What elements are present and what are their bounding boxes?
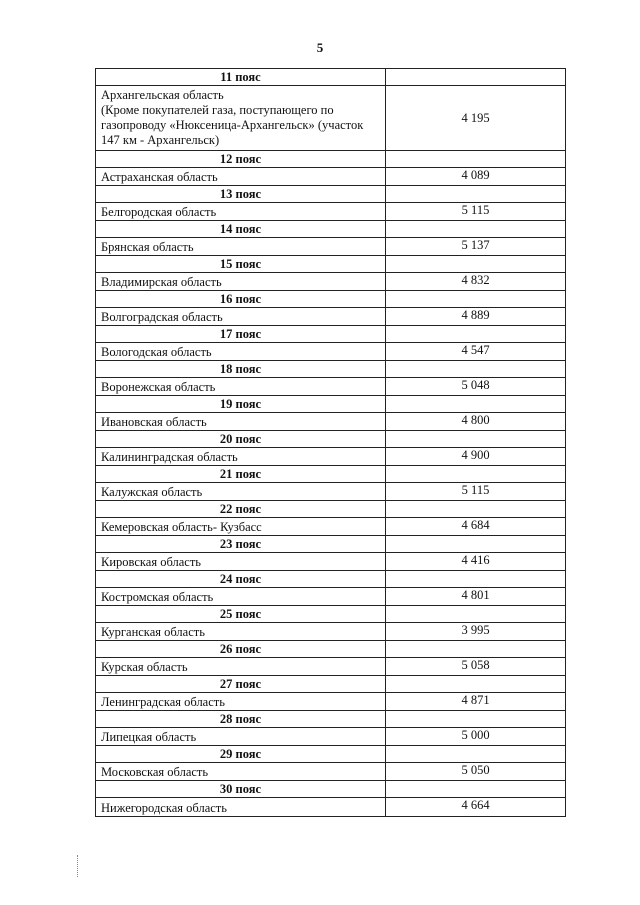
region-row (96, 413, 566, 431)
zone-row (96, 326, 566, 343)
region-row (96, 86, 566, 151)
zone-value-cell (386, 606, 566, 623)
zone-row (96, 396, 566, 413)
zone-label: 22 пояс (96, 501, 386, 518)
region-name-line: Брянская область (101, 240, 194, 254)
zone-row (96, 781, 566, 798)
zone-label: 27 пояс (96, 676, 386, 693)
zone-value-cell (386, 221, 566, 238)
tariff-value: 3 995 (386, 623, 566, 641)
zone-label: 14 пояс (96, 221, 386, 238)
tariff-value: 5 058 (386, 658, 566, 676)
zone-value-cell (386, 291, 566, 308)
region-name-line: Курганская область (101, 625, 205, 639)
zone-label: 19 пояс (96, 396, 386, 413)
tariff-value: 4 900 (386, 448, 566, 466)
tariff-table (95, 68, 566, 817)
region-name (96, 693, 386, 711)
region-name-line: Кировская область (101, 555, 202, 569)
region-name (96, 86, 386, 151)
zone-label: 23 пояс (96, 536, 386, 553)
region-name-line: 147 км - Архангельск) (101, 133, 220, 147)
tariff-value: 4 547 (386, 343, 566, 361)
zone-row (96, 641, 566, 658)
zone-label: 11 пояс (96, 69, 386, 86)
zone-row (96, 536, 566, 553)
zone-row (96, 69, 566, 86)
region-name-line: Нижегородская область (101, 801, 227, 815)
region-row (96, 623, 566, 641)
tariff-value: 4 832 (386, 273, 566, 291)
tariff-value: 4 089 (386, 168, 566, 186)
region-name (96, 378, 386, 396)
zone-row (96, 256, 566, 273)
region-row (96, 308, 566, 326)
region-row (96, 378, 566, 396)
region-name (96, 343, 386, 361)
region-name (96, 798, 386, 817)
region-name-line: Волгоградская область (101, 310, 223, 324)
zone-value-cell (386, 256, 566, 273)
region-row (96, 343, 566, 361)
region-name (96, 448, 386, 466)
zone-value-cell (386, 151, 566, 168)
zone-row (96, 676, 566, 693)
region-row (96, 658, 566, 676)
zone-label: 29 пояс (96, 746, 386, 763)
zone-value-cell (386, 746, 566, 763)
zone-row (96, 291, 566, 308)
region-name (96, 588, 386, 606)
zone-label: 26 пояс (96, 641, 386, 658)
region-name-line: Вологодская область (101, 345, 212, 359)
region-name (96, 168, 386, 186)
zone-row (96, 431, 566, 448)
region-name (96, 483, 386, 501)
region-name-line: Астраханская область (101, 170, 218, 184)
tariff-value: 4 871 (386, 693, 566, 711)
region-row (96, 728, 566, 746)
region-name-line: Архангельская область (101, 88, 224, 102)
region-row (96, 483, 566, 501)
region-name-line: Ивановская область (101, 415, 207, 429)
zone-row (96, 151, 566, 168)
tariff-value: 5 048 (386, 378, 566, 396)
region-row (96, 588, 566, 606)
zone-row (96, 746, 566, 763)
zone-label: 16 пояс (96, 291, 386, 308)
region-name (96, 623, 386, 641)
tariff-value: 4 664 (386, 798, 566, 817)
tariff-table-body (96, 69, 566, 817)
region-row (96, 518, 566, 536)
zone-label: 15 пояс (96, 256, 386, 273)
zone-row (96, 606, 566, 623)
region-name (96, 658, 386, 676)
region-name-line: Белгородская область (101, 205, 217, 219)
region-name-line: Владимирская область (101, 275, 222, 289)
tariff-value: 5 050 (386, 763, 566, 781)
region-name (96, 518, 386, 536)
zone-value-cell (386, 326, 566, 343)
tariff-value: 5 115 (386, 203, 566, 221)
zone-value-cell (386, 186, 566, 203)
region-name (96, 203, 386, 221)
tariff-value: 5 000 (386, 728, 566, 746)
tariff-value: 5 115 (386, 483, 566, 501)
zone-row (96, 221, 566, 238)
zone-value-cell (386, 69, 566, 86)
region-row (96, 693, 566, 711)
region-row (96, 203, 566, 221)
region-name-line: Ленинградская область (101, 695, 225, 709)
margin-mark (77, 855, 80, 877)
zone-row (96, 361, 566, 378)
zone-value-cell (386, 571, 566, 588)
region-name-line: Липецкая область (101, 730, 197, 744)
tariff-value: 5 137 (386, 238, 566, 256)
zone-value-cell (386, 396, 566, 413)
region-name (96, 273, 386, 291)
zone-label: 20 пояс (96, 431, 386, 448)
region-name-line: Костромская область (101, 590, 214, 604)
region-name (96, 308, 386, 326)
tariff-value: 4 889 (386, 308, 566, 326)
zone-value-cell (386, 466, 566, 483)
region-name (96, 413, 386, 431)
zone-row (96, 711, 566, 728)
region-row (96, 763, 566, 781)
zone-row (96, 571, 566, 588)
zone-label: 25 пояс (96, 606, 386, 623)
zone-label: 30 пояс (96, 781, 386, 798)
region-name (96, 763, 386, 781)
zone-value-cell (386, 501, 566, 518)
tariff-value: 4 800 (386, 413, 566, 431)
zone-row (96, 466, 566, 483)
zone-value-cell (386, 781, 566, 798)
zone-row (96, 501, 566, 518)
region-row (96, 168, 566, 186)
zone-label: 13 пояс (96, 186, 386, 203)
tariff-value: 4 684 (386, 518, 566, 536)
zone-row (96, 186, 566, 203)
region-row (96, 798, 566, 817)
zone-value-cell (386, 536, 566, 553)
region-row (96, 553, 566, 571)
region-name-line: Кемеровская область- Кузбасс (101, 520, 262, 534)
region-name-line: Калининградская область (101, 450, 238, 464)
zone-label: 17 пояс (96, 326, 386, 343)
zone-label: 18 пояс (96, 361, 386, 378)
region-name-line: Воронежская область (101, 380, 216, 394)
tariff-value: 4 416 (386, 553, 566, 571)
zone-label: 24 пояс (96, 571, 386, 588)
region-row (96, 238, 566, 256)
region-name-line: Калужская область (101, 485, 203, 499)
region-name (96, 553, 386, 571)
region-row (96, 448, 566, 466)
tariff-value: 4 801 (386, 588, 566, 606)
tariff-value: 4 195 (386, 86, 566, 151)
zone-value-cell (386, 361, 566, 378)
zone-value-cell (386, 641, 566, 658)
zone-value-cell (386, 431, 566, 448)
zone-label: 12 пояс (96, 151, 386, 168)
region-name-line: Курская область (101, 660, 188, 674)
zone-value-cell (386, 711, 566, 728)
zone-label: 21 пояс (96, 466, 386, 483)
zone-value-cell (386, 676, 566, 693)
region-name (96, 728, 386, 746)
page-number: 5 (316, 40, 324, 55)
region-name-line: Московская область (101, 765, 209, 779)
zone-label: 28 пояс (96, 711, 386, 728)
region-name (96, 238, 386, 256)
region-name-line: (Кроме покупателей газа, поступающего по (101, 103, 334, 117)
region-name-line: газопроводу «Нюксеница-Архангельск» (участок (101, 118, 364, 132)
region-row (96, 273, 566, 291)
